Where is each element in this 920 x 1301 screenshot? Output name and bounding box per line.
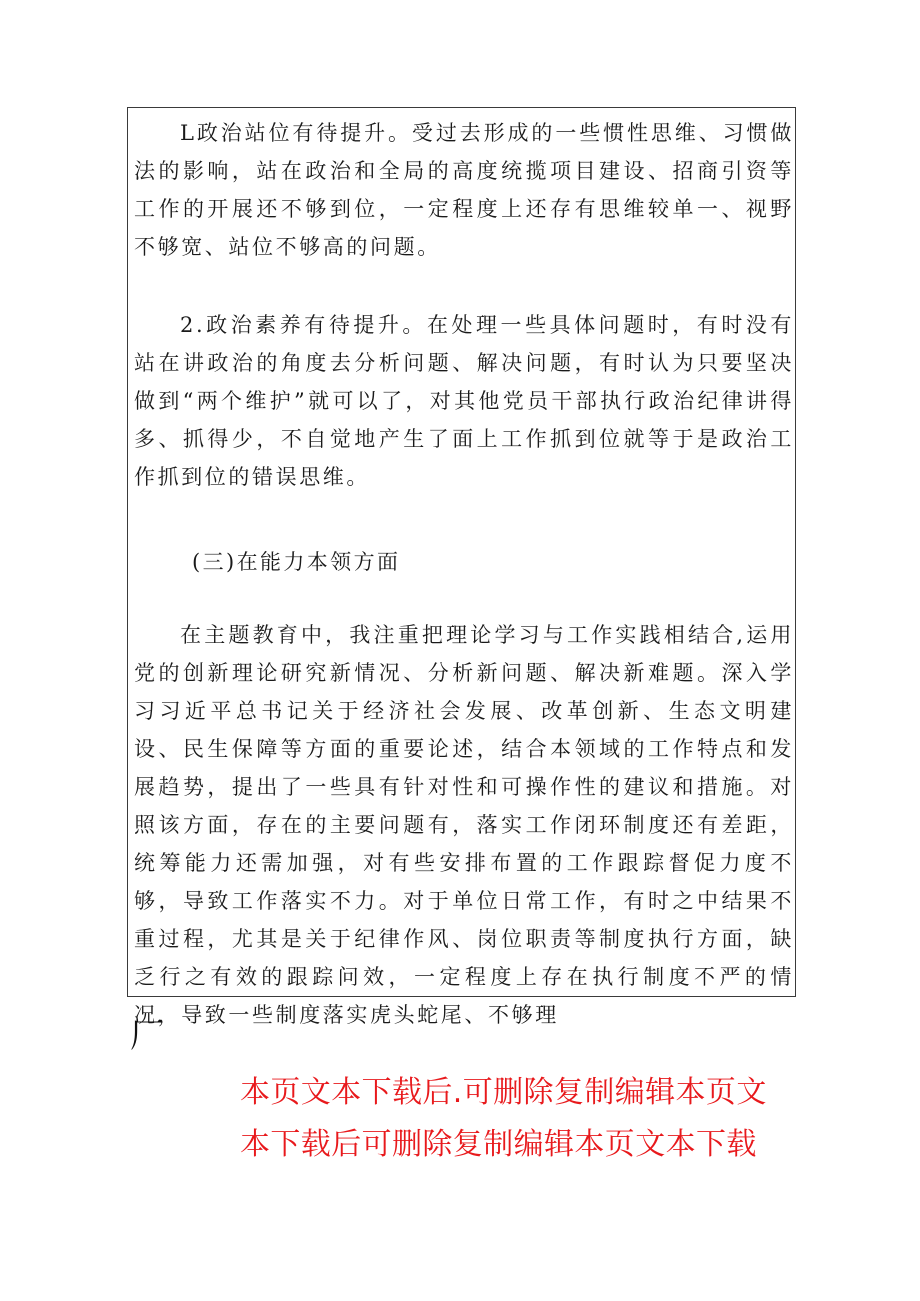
stray-mark: 厂 [130, 1016, 164, 1056]
download-notice-line-1: 本页文本下载后.可删除复制编辑本页文 [240, 1075, 767, 1110]
paragraph-political-stance: L政治站位有待提升。受过去形成的一些惯性思维、习惯做法的影响，站在政治和全局的高度统揽项目建设、招商引资等工作的开展还不够到位，一定程度上还存有思维较单一、视野不够宽、站位不够高的问题。 [134, 121, 794, 259]
content-frame [127, 107, 796, 1027]
paragraph-ability: 在主题教育中，我注重把理论学习与工作实践相结合,运用党的创新理论研究新情况、分析新问题、解决新难题。深入学习习近平总书记关于经济社会发展、改革创新、生态文明建设、民生保障等方面的重要论述，结合本领域的工作特点和发展趋势，提出了一些具有针对性和可操作性的建议和措施。对照该方面，存在的主要问题有，落实工作闭环制度还有差距，统筹能力还需加强，对有些安排布置的工作跟踪督促力度不够，导致工作落实不力。对于单位日常工作，有时之中结果不重过程，尤其是关于纪律作风、岗位职责等制度执行方面，缺乏行之有效的跟踪问效，一定程度上存在执行制度不严的情况，导致一些制度落实虎头蛇尾、不够理 [134, 623, 794, 1027]
download-notice-line-2: 本下载后可删除复制编辑本页文本下载 [240, 1127, 757, 1162]
section-heading-ability: (三)在能力本领方面 [192, 550, 401, 574]
paragraph-political-quality: 2.政治素养有待提升。在处理一些具体问题时，有时没有站在讲政治的角度去分析问题、解决问题，有时认为只要坚决做到“两个维护”就可以了，对其他党员干部执行政治纪律讲得多、抓得少，不自觉地产生了面上工作抓到位就等于是政治工作抓到位的错误思维。 [134, 313, 794, 489]
